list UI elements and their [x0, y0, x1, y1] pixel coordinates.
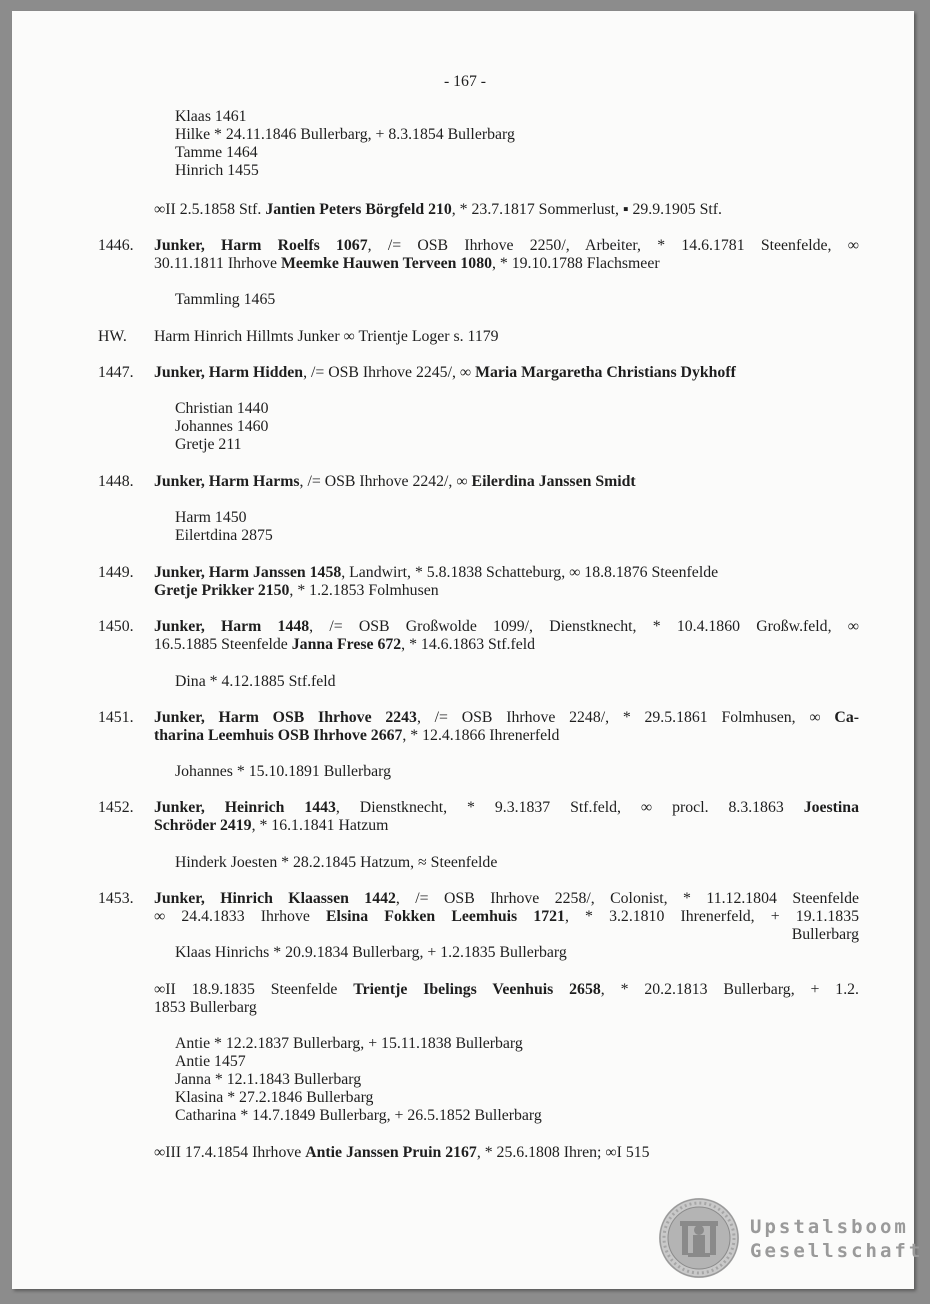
- society-logo: [658, 1197, 924, 1279]
- child-entry: Tammling 1465: [175, 291, 276, 308]
- person-name: Junker, Hinrich Klaassen 1442: [154, 890, 396, 907]
- spouse-name: Jantien Peters Börgfeld 210: [265, 201, 452, 218]
- child-entry: Hinrich 1455: [175, 162, 259, 179]
- child-entry: Klaas 1461: [175, 108, 247, 125]
- spouse-name: Trientje Ibelings Veenhuis 2658: [353, 981, 601, 998]
- child-entry: Eilertdina 2875: [175, 527, 273, 544]
- child-entry: Janna * 12.1.1843 Bullerbarg: [175, 1071, 362, 1088]
- entry-text: Junker, Harm 1448, /= OSB Großwolde 1099/, Dienstknecht, * 10.4.1860 Großw.feld, ∞ 16.5.1885 Steenfelde Janna Frese 672, * 14.6.1863 Stf.feld: [154, 618, 859, 653]
- marriage-line: ∞II 18.9.1835 Steenfelde Trientje Ibelings Veenhuis 2658, * 20.2.1813 Bullerbarg, + 1.2. 1853 Bullerbarg: [154, 981, 859, 1016]
- person-name: Junker, Harm Janssen 1458: [154, 564, 342, 581]
- person-name: Junker, Heinrich 1443: [154, 799, 336, 816]
- spouse-name: Eilerdina Janssen Smidt: [471, 473, 636, 490]
- entry-text: Junker, Harm OSB Ihrhove 2243, /= OSB Ihrhove 2248/, * 29.5.1861 Folmhusen, ∞ Ca- tharina Leemhuis OSB Ihrhove 2667, * 12.4.1866 Ihrenerfeld: [154, 709, 859, 744]
- entry-text: Junker, Hinrich Klaassen 1442, /= OSB Ihrhove 2258/, Colonist, * 11.12.1804 Steenfelde ∞ 24.4.1833 Ihrhove Elsina Fokken Leemhuis 1721, * 3.2.1810 Ihrenerfeld, + 19.1.1835 Bullerbarg: [154, 890, 859, 943]
- entry-number: 1451.: [98, 709, 134, 726]
- entry-text: Junker, Harm Harms, /= OSB Ihrhove 2242/, ∞ Eilerdina Janssen Smidt: [154, 473, 636, 490]
- child-entry: Hilke * 24.11.1846 Bullerbarg, + 8.3.1854 Bullerbarg: [175, 126, 515, 143]
- spouse-name: Elsina Fokken Leemhuis 1721: [326, 908, 565, 925]
- entry-number: 1447.: [98, 364, 134, 381]
- spouse-name: Antie Janssen Pruin 2167: [305, 1144, 477, 1161]
- children-list: [175, 1035, 542, 1125]
- children-list: [175, 400, 268, 454]
- person-name: Junker, Harm 1448: [154, 618, 310, 635]
- child-entry: Tamme 1464: [175, 144, 258, 161]
- spouse-name: Schröder 2419: [154, 817, 252, 834]
- child-entry: Klasina * 27.2.1846 Bullerbarg: [175, 1089, 374, 1106]
- entry-number: 1449.: [98, 564, 134, 581]
- children-list: [175, 854, 497, 872]
- children-list: [175, 673, 336, 691]
- spouse-name: Janna Frese 672: [291, 636, 402, 653]
- entry-number: HW.: [98, 328, 127, 345]
- spouse-name: Joestina: [803, 799, 859, 816]
- child-entry: Christian 1440: [175, 400, 269, 417]
- children-list: [175, 291, 275, 309]
- person-name: Junker, Harm Roelfs 1067: [154, 237, 368, 254]
- child-entry: Johannes * 15.10.1891 Bullerbarg: [175, 763, 392, 780]
- children-list: [175, 763, 391, 781]
- marriage-line: ∞III 17.4.1854 Ihrhove Antie Janssen Pruin 2167, * 25.6.1808 Ihren; ∞I 515: [154, 1144, 650, 1161]
- seal-icon: [658, 1197, 740, 1279]
- logo-line: Upstalsboom: [750, 1216, 909, 1238]
- entry-text: Harm Hinrich Hillmts Junker ∞ Trientje Loger s. 1179: [154, 328, 499, 345]
- child-entry: Dina * 4.12.1885 Stf.feld: [175, 673, 336, 690]
- children-list: [175, 944, 567, 962]
- logo-line: Gesellschaft: [750, 1240, 924, 1262]
- spouse-name: Ca-: [834, 709, 859, 726]
- entry-number: 1452.: [98, 799, 134, 816]
- child-entry: Johannes 1460: [175, 418, 269, 435]
- person-name: Junker, Harm Hidden: [154, 364, 304, 381]
- child-entry: Catharina * 14.7.1849 Bullerbarg, + 26.5.1852 Bullerbarg: [175, 1107, 542, 1124]
- entry-text: Junker, Heinrich 1443, Dienstknecht, * 9.3.1837 Stf.feld, ∞ procl. 8.3.1863 Joestina Schröder 2419, * 16.1.1841 Hatzum: [154, 799, 859, 834]
- children-list: [175, 108, 515, 180]
- child-entry: Antie * 12.2.1837 Bullerbarg, + 15.11.1838 Bullerbarg: [175, 1035, 523, 1052]
- child-entry: Harm 1450: [175, 509, 247, 526]
- marriage-line: ∞II 2.5.1858 Stf. Jantien Peters Börgfeld 210, * 23.7.1817 Sommerlust, ▪ 29.9.1905 Stf.: [154, 201, 722, 218]
- entry-number: 1446.: [98, 237, 134, 254]
- page-number: - 167 -: [443, 73, 487, 90]
- spouse-name: Gretje Prikker 2150: [154, 582, 290, 599]
- entry-number: 1453.: [98, 890, 134, 907]
- child-entry: Hinderk Joesten * 28.2.1845 Hatzum, ≈ Steenfelde: [175, 854, 498, 871]
- logo-text: [750, 1215, 923, 1263]
- child-entry: Antie 1457: [175, 1053, 246, 1070]
- child-entry: Gretje 211: [175, 436, 242, 453]
- entry-number: 1450.: [98, 618, 134, 635]
- spouse-name: Meemke Hauwen Terveen 1080: [280, 255, 492, 272]
- person-name: Junker, Harm Harms: [154, 473, 300, 490]
- entry-text: Junker, Harm Janssen 1458, Landwirt, * 5.8.1838 Schatteburg, ∞ 18.8.1876 Steenfelde Gretje Prikker 2150, * 1.2.1853 Folmhusen: [154, 564, 719, 599]
- person-name: Junker, Harm OSB Ihrhove 2243: [154, 709, 417, 726]
- document-page: [12, 11, 924, 1289]
- entry-text: Junker, Harm Roelfs 1067, /= OSB Ihrhove 2250/, Arbeiter, * 14.6.1781 Steenfelde, ∞ 30.11.1811 Ihrhove Meemke Hauwen Terveen 1080, * 19.10.1788 Flachsmeer: [154, 237, 859, 272]
- entry-number: 1448.: [98, 473, 134, 490]
- spouse-name: Maria Margaretha Christians Dykhoff: [475, 364, 736, 381]
- spouse-name: tharina Leemhuis OSB Ihrhove 2667: [154, 727, 403, 744]
- entry-text: Junker, Harm Hidden, /= OSB Ihrhove 2245/, ∞ Maria Margaretha Christians Dykhoff: [154, 364, 736, 381]
- children-list: [175, 509, 273, 545]
- child-entry: Klaas Hinrichs * 20.9.1834 Bullerbarg, + 1.2.1835 Bullerbarg: [175, 944, 567, 961]
